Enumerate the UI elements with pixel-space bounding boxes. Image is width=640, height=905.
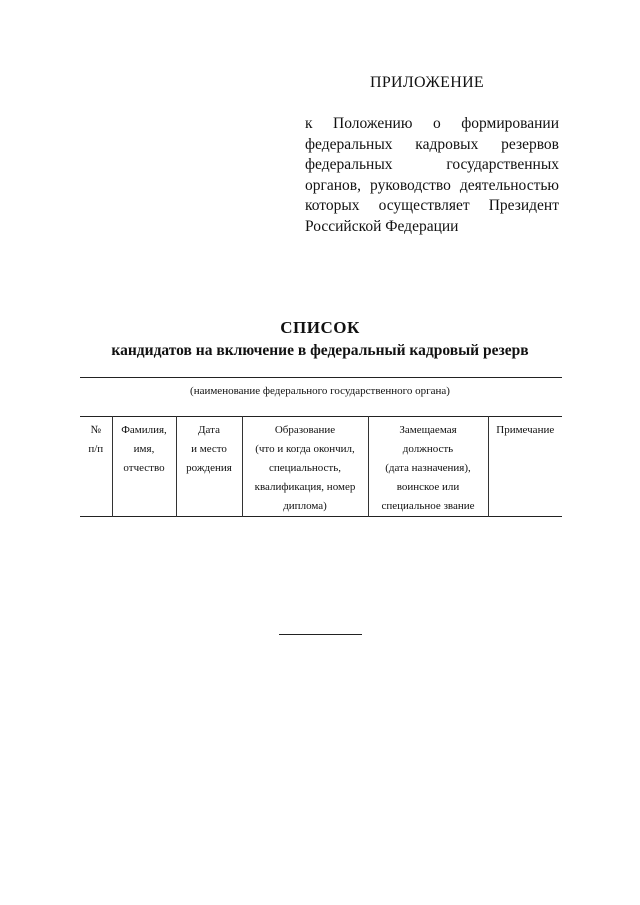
footnote-separator	[279, 634, 362, 635]
header-line: Примечание	[496, 424, 555, 436]
header-line: квалификация, номер	[254, 481, 356, 493]
column-header-position	[368, 417, 488, 517]
column-header-note	[488, 417, 562, 517]
annex-line: федеральных кадровых резервов	[305, 135, 559, 153]
header-line: Замещаемая	[399, 424, 457, 436]
column-header-number	[80, 417, 112, 517]
annex-line: Российской Федерации	[305, 217, 459, 235]
document-title: СПИСОК	[280, 318, 360, 337]
header-line: (дата назначения),	[385, 462, 471, 474]
column-header-birth	[176, 417, 242, 517]
header-line: №	[90, 424, 101, 436]
column-header-education	[242, 417, 368, 517]
annex-line: к Положению о формировании	[305, 115, 559, 132]
header-line: Дата	[198, 424, 220, 436]
document-subtitle: кандидатов на включение в федеральный кадровый резерв	[111, 342, 529, 359]
header-line: воинское или	[396, 481, 460, 493]
header-line: имя,	[133, 443, 155, 455]
header-line: отчество	[123, 462, 165, 474]
header-line: (что и когда окончил,	[255, 443, 355, 455]
column-header-full-name	[112, 417, 176, 517]
header-line: специальное звание	[381, 500, 475, 512]
header-line: и место	[191, 443, 227, 455]
annex-body	[305, 114, 559, 237]
annex-title: ПРИЛОЖЕНИЕ	[370, 74, 485, 91]
header-line: диплома)	[283, 500, 327, 512]
annex-line: органов, руководство деятельностью	[305, 176, 559, 194]
table-header-row	[80, 417, 562, 517]
header-line: Образование	[274, 424, 336, 436]
candidates-table	[80, 416, 562, 517]
header-line: Фамилия,	[121, 424, 167, 436]
organization-fill-line	[80, 377, 562, 378]
header-line: п/п	[88, 443, 104, 455]
annex-line: которых осуществляет Президент	[305, 197, 559, 214]
header-line: должность	[402, 443, 454, 455]
header-line: специальность,	[268, 462, 342, 474]
organization-caption: (наименование федерального государственного органа)	[190, 385, 450, 397]
annex-line: федеральных государственных	[305, 156, 559, 173]
header-line: рождения	[186, 462, 232, 474]
